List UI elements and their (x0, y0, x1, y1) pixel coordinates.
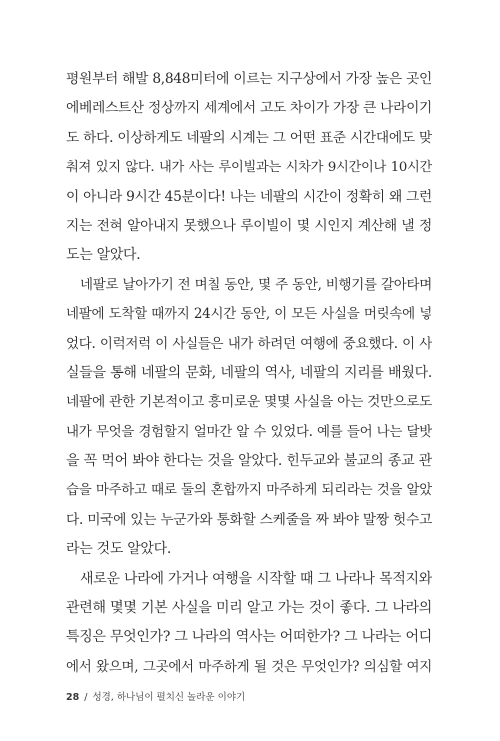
book-title: 성경, 하나님이 펼치신 놀라운 이야기 (92, 692, 246, 703)
text-line: 네팔로 날아가기 전 며칠 동안, 몇 주 동안, 비행기를 갈아타며 (80, 276, 432, 293)
text-line: 네팔에 도착할 때까지 24시간 동안, 이 모든 사실을 머릿속에 넣 (66, 306, 432, 323)
text-line: 도는 알았다. (66, 247, 141, 264)
text-line: 평원부터 해발 8,848미터에 이르는 지구상에서 가장 높은 곳인 (66, 71, 432, 87)
text-line: 다. 미국에 있는 누군가와 통화할 스케줄을 짜 봐야 말짱 헛수고 (66, 511, 432, 528)
text-line: 라는 것도 알았다. (66, 541, 172, 558)
paragraph-1 (66, 65, 432, 271)
text-line: 도 하다. 이상하게도 네팔의 시계는 그 어떤 표준 시간대에도 맞 (66, 129, 432, 146)
text-line: 지는 전혀 알아내지 못했으나 루이빌이 몇 시인지 계산해 낼 정 (66, 217, 432, 234)
text-line: 새로운 나라에 가거나 여행을 시작할 때 그 나라나 목적지와 (80, 570, 432, 587)
text-line: 에서 왔으며, 그곳에서 마주하게 될 것은 무엇인가? 의심할 여지 (66, 658, 432, 675)
page-footer (66, 689, 245, 703)
text-line: 을 꼭 먹어 봐야 한다는 것을 알았다. 힌두교와 불교의 종교 관 (66, 453, 432, 470)
text-line: 관련해 몇몇 기본 사실을 미리 알고 가는 것이 좋다. 그 나라의 (66, 600, 432, 617)
text-line: 네팔에 관한 기본적이고 흥미로운 몇몇 사실을 아는 것만으로도 (66, 394, 432, 411)
paragraph-3 (66, 565, 432, 683)
text-line: 에베레스트산 정상까지 세계에서 고도 차이가 가장 큰 나라이기 (66, 100, 432, 117)
text-line: 습을 마주하고 때로 둘의 혼합까지 마주하게 되리라는 것을 알았 (66, 482, 432, 499)
paragraph-2 (66, 271, 432, 565)
text-line: 실들을 통해 네팔의 문화, 네팔의 역사, 네팔의 지리를 배웠다. (66, 364, 432, 381)
text-line: 이 아니라 9시간 45분이다! 나는 네팔의 시간이 정확히 왜 그런 (66, 188, 432, 205)
body-text (66, 65, 432, 682)
text-line: 었다. 이럭저럭 이 사실들은 내가 하려던 여행에 중요했다. 이 사 (66, 335, 432, 352)
text-line: 춰져 있지 않다. 내가 사는 루이빌과는 시차가 9시간이나 10시간 (66, 160, 432, 176)
footer-separator: / (84, 692, 88, 703)
text-line: 내가 무엇을 경험할지 얼마간 알 수 있었다. 예를 들어 나는 달밧 (66, 423, 432, 440)
text-line: 특징은 무엇인가? 그 나라의 역사는 어떠한가? 그 나라는 어디 (66, 629, 432, 646)
page-number: 28 (66, 692, 80, 703)
